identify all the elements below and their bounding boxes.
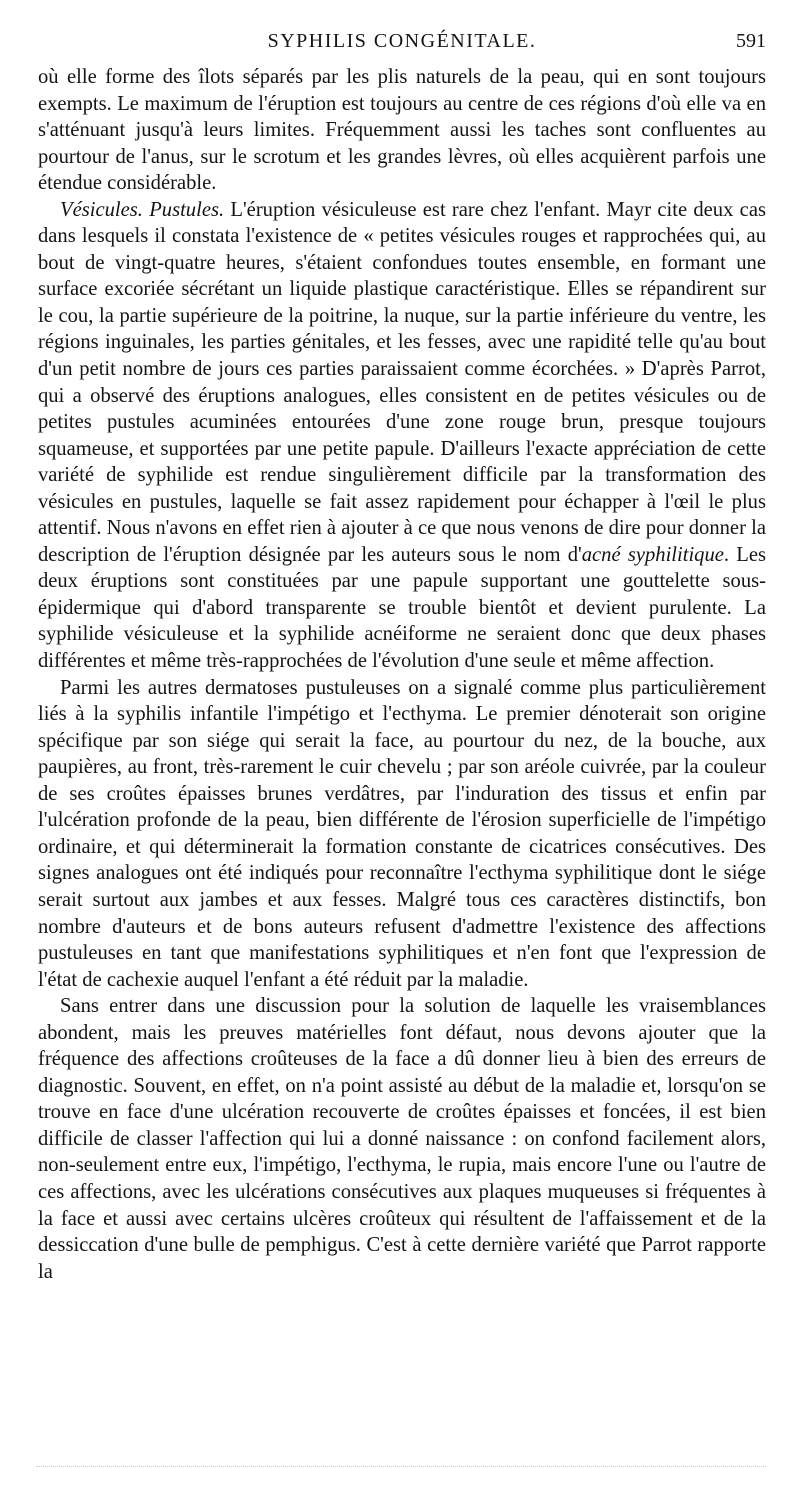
paragraph — [38, 675, 766, 994]
italic-term: acné syphilitique — [581, 543, 724, 566]
page-number: 591 — [736, 30, 766, 52]
paragraph — [38, 64, 766, 197]
page-header — [38, 30, 766, 58]
running-title: SYPHILIS CONGÉNITALE. — [267, 30, 537, 52]
text-segment: Parmi les autres dermatoses pustuleuses on a signalé comme plus particulièrement liés à la syphilis infantile l'impétigo et l'ecthyma. Le premier dénoterait son origine spécifique par son siége qui serait la face, au pourtour du nez, de la bouche, aux paupières, au front, très-rarement le cuir chevelu ; par son aréole cuivrée, par la couleur de ses croûtes épaisses brunes verdâtres, par l'induration des tissus et enfin par l'ulcération profonde de la peau, bien différente de l'érosion superficielle de l'impétigo ordinaire, et qui déterminerait la formation constante de cicatrices consécutives. Des signes analogues ont été indiqués pour reconnaître l'ecthyma syphilitique dont le siége serait surtout aux jambes et aux fesses. Malgré tous ces caractères distinctifs, bon nombre d'auteurs et de bons auteurs refusent d'admettre l'existence des affections pustuleuses en tant que manifestations syphilitiques et n'en font que l'expression de l'état de cachexie auquel l'enfant a été réduit par la maladie. — [38, 676, 766, 991]
text-segment: L'éruption vésiculeuse est rare chez l'enfant. Mayr cite deux cas dans lesquels il constata l'existence de « petites vésicules rouges et rapprochées qui, au bout de vingt-quatre heures, s'étaient confondues toutes ensemble, en formant une surface excoriée sécrétant un liquide plastique caractéristique. Elles se répandirent sur le cou, la partie supérieure de la poitrine, la nuque, sur la partie inférieure du ventre, les régions inguinales, les parties génitales, et les fesses, avec une rapidité telle qu'au bout d'un petit nombre de jours ces parties paraissaient comme écorchées. » D'après Parrot, qui a observé des éruptions analogues, elles consistent en de petites vésicules ou de petites pustules acuminées entourées d'une zone rouge brun, presque toujours squameuse, et supportées par une petite papule. D'ailleurs l'exacte appréciation de cette variété de syphilide est rendue singulièrement difficile par la transformation des vésicules en pustules, laquelle se fait assez rapidement pour échapper à l'œil le plus attentif. Nous n'avons en effet rien à ajouter à ce que nous venons de dire pour donner la description de l'éruption désignée par les auteurs sous le nom d' — [38, 198, 766, 566]
paragraph — [38, 993, 766, 1285]
text-segment: . Les deux éruptions sont constituées par une papule supportant une gouttelette sous-épidermique qui d'abord transparente se trouble bientôt et devient purulente. La syphilide vésiculeuse et la syphilide acnéiforme ne seraient donc que deux phases différentes et même très-rapprochées de l'évolution d'une seule et même affection. — [38, 543, 766, 673]
body-text — [38, 64, 766, 1285]
paragraph — [38, 197, 766, 675]
text-segment: où elle forme des îlots séparés par les plis naturels de la peau, qui en sont toujours exempts. Le maximum de l'éruption est toujours au centre de ces régions d'où elle va en s'atténuant jusqu'à leurs limites. Fréquemment aussi les taches sont confluentes au pourtour de l'anus, sur le scrotum et les grandes lèvres, où elles acquièrent parfois une étendue considérable. — [38, 66, 766, 195]
footer-rule — [36, 1466, 766, 1467]
text-segment: Sans entrer dans une discussion pour la solution de laquelle les vraisemblances abondent, mais les preuves matérielles font défaut, nous devons ajouter que la fréquence des affections croûteuses de la face a dû donner lieu à bien des erreurs de diagnostic. Souvent, en effet, on n'a point assisté au début de la maladie et, lorsqu'on se trouve en face d'une ulcération recouverte de croûtes épaisses et foncées, il est bien difficile de classer l'affection qui lui a donné naissance : on confond facilement alors, non-seulement entre eux, l'impétigo, l'ecthyma, le rupia, mais encore l'une ou l'autre de ces affections, avec les ulcérations consécutives aux plaques muqueuses si fréquentes à la face et aussi avec certains ulcères croûteux qui résultent de l'affaissement et de la dessiccation d'une bulle de pemphigus. C'est à cette dernière variété que Parrot rapporte la — [38, 995, 766, 1283]
section-heading: Vésicules. Pustules. — [60, 198, 225, 221]
